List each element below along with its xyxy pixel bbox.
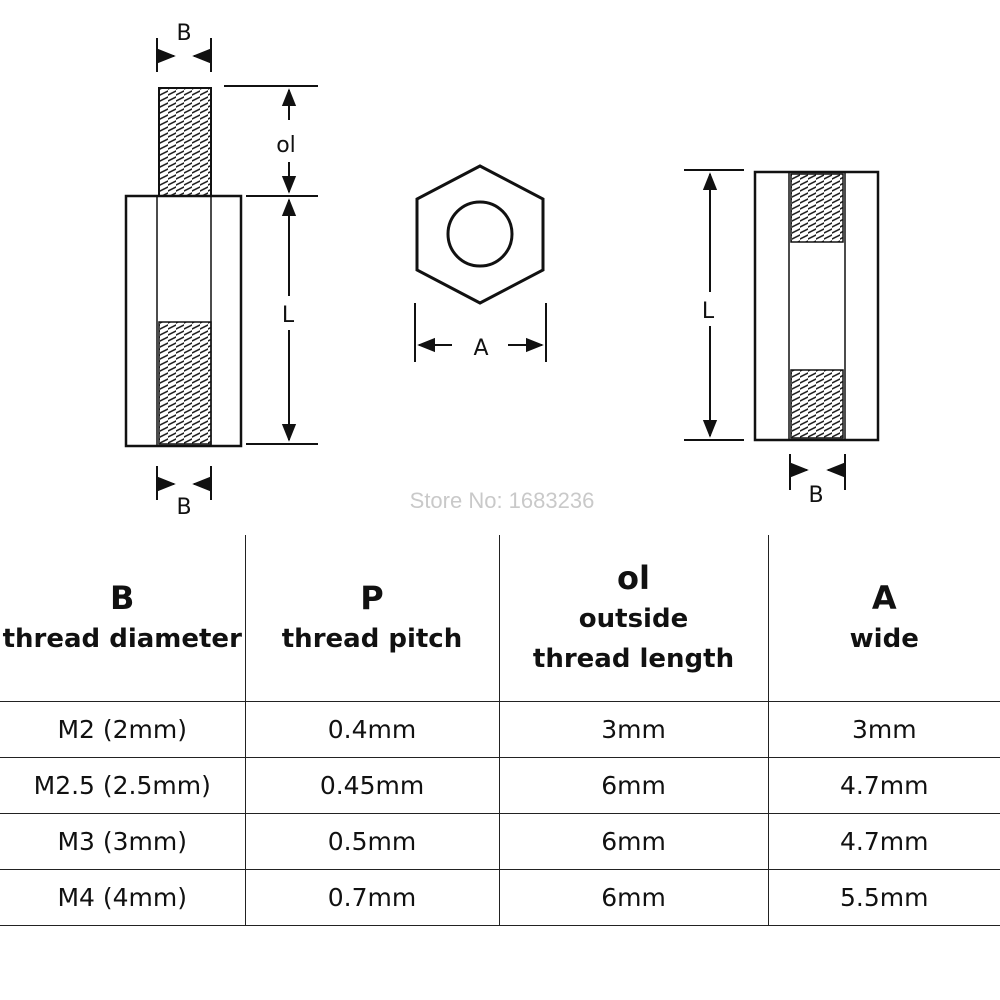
cell-outside-thread-length: 6mm [499, 758, 768, 814]
header-outside-thread-length [499, 535, 768, 702]
header-symbol: B [110, 579, 135, 617]
table-row [0, 870, 1000, 926]
table-row [0, 702, 1000, 758]
header-description: thread length [532, 644, 735, 674]
table-header-row [0, 535, 1000, 702]
header-description: outside [578, 604, 689, 634]
dimension-b-bottom-right: B [808, 483, 824, 508]
dimension-ol: ol [276, 133, 296, 158]
cell-thread-diameter: M3 (3mm) [0, 814, 245, 870]
table-row [0, 758, 1000, 814]
spec-table [0, 535, 1000, 926]
hex-bore [448, 202, 512, 266]
female-thread-bottom-right [791, 370, 843, 438]
male-thread [159, 88, 211, 196]
cell-thread-pitch: 0.5mm [245, 814, 499, 870]
header-description: thread pitch [281, 624, 463, 654]
header-symbol: A [871, 579, 897, 617]
female-thread-left [159, 322, 211, 444]
header-symbol: ol [617, 559, 650, 597]
female-female-standoff-drawing [684, 170, 878, 508]
cell-wide: 3mm [768, 702, 1000, 758]
cell-thread-pitch: 0.7mm [245, 870, 499, 926]
cell-thread-diameter: M4 (4mm) [0, 870, 245, 926]
dimension-b-bottom-left: B [176, 495, 192, 520]
male-female-standoff-drawing [126, 21, 318, 520]
store-watermark: Store No: 1683236 [409, 488, 595, 513]
header-thread-pitch [245, 535, 499, 702]
cell-outside-thread-length: 6mm [499, 814, 768, 870]
table-row [0, 814, 1000, 870]
header-description: thread diameter [2, 624, 242, 654]
dimension-b-top: B [176, 21, 192, 46]
cell-outside-thread-length: 6mm [499, 870, 768, 926]
header-thread-diameter [0, 535, 245, 702]
header-wide [768, 535, 1000, 702]
cell-thread-diameter: M2.5 (2.5mm) [0, 758, 245, 814]
cell-thread-pitch: 0.45mm [245, 758, 499, 814]
cell-wide: 5.5mm [768, 870, 1000, 926]
hex-end-view-drawing [415, 166, 546, 362]
dimension-a: A [473, 336, 489, 361]
header-symbol: P [360, 579, 384, 617]
dimension-l-right: L [701, 299, 715, 324]
cell-thread-pitch: 0.4mm [245, 702, 499, 758]
header-description: wide [849, 624, 919, 654]
cell-wide: 4.7mm [768, 758, 1000, 814]
cell-thread-diameter: M2 (2mm) [0, 702, 245, 758]
cell-outside-thread-length: 3mm [499, 702, 768, 758]
cell-wide: 4.7mm [768, 814, 1000, 870]
dimension-l-left: L [281, 303, 295, 328]
female-thread-top-right [791, 174, 843, 242]
